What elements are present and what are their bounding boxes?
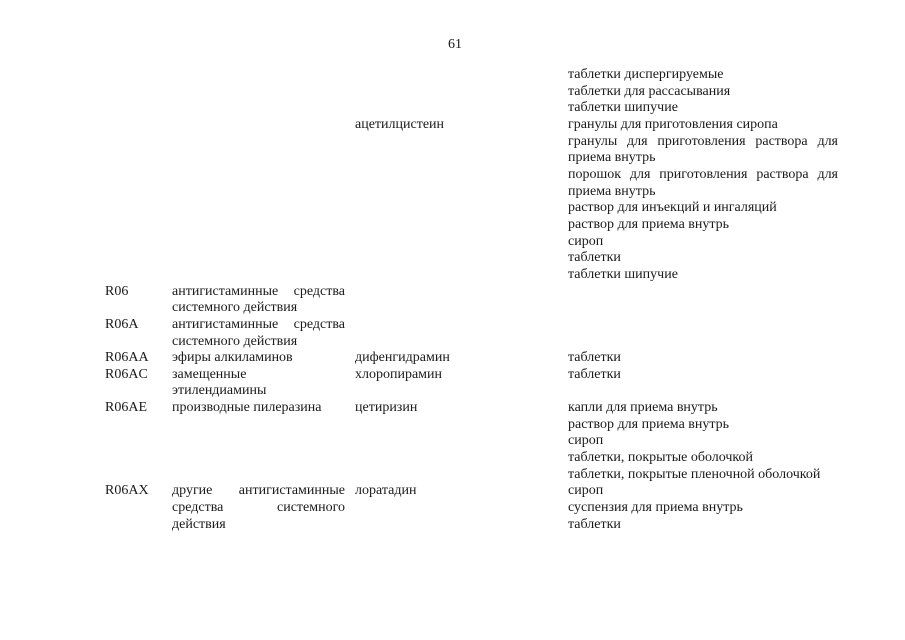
dosage-form <box>568 67 838 84</box>
page-number: 61 <box>448 37 462 52</box>
dosage-form-line: таблетки, покрытые пленочной оболочкой <box>568 466 821 482</box>
dosage-form <box>568 117 838 134</box>
dosage-form-line: таблетки для рассасывания <box>568 83 731 99</box>
atc-code: R06 <box>105 283 129 299</box>
group-name-line: средства системного <box>172 500 345 516</box>
atc-code-cell <box>105 367 172 384</box>
group-name-line: замещенные <box>172 366 247 382</box>
atc-code-cell <box>105 350 172 367</box>
dosage-form <box>568 450 838 467</box>
drug-name: хлоропирамин <box>355 366 443 382</box>
dosage-forms-cell <box>568 350 838 367</box>
dosage-forms-cell <box>568 483 838 533</box>
dosage-forms-cell <box>568 400 838 483</box>
group-name-cell <box>172 317 345 350</box>
dosage-form-line: гранулы для приготовления сиропа <box>568 116 778 132</box>
group-name-line: другие антигистаминные <box>172 483 345 499</box>
dosage-form-line: раствор для инъекций и ингаляций <box>568 200 777 216</box>
drug-name: ацетилцистеин <box>355 117 445 132</box>
dosage-form-line: таблетки, покрытые оболочкой <box>568 450 754 466</box>
dosage-forms-cell <box>568 367 838 384</box>
table-row-r06a <box>105 317 838 350</box>
table-row-r06ac <box>105 367 838 400</box>
atc-code: R06AX <box>105 483 149 499</box>
dosage-form-line: сироп <box>568 433 604 449</box>
dosage-form <box>568 433 838 450</box>
dosage-form <box>568 517 838 534</box>
group-name-line: действия <box>172 516 226 532</box>
dosage-form-line: сироп <box>568 483 604 499</box>
atc-code-cell <box>105 483 172 500</box>
group-name-line: этилендиамины <box>172 383 267 399</box>
atc-code: R06A <box>105 316 139 332</box>
table-row-r06ae <box>105 400 838 483</box>
group-name-cell <box>172 350 345 367</box>
dosage-form-line: таблетки <box>568 366 621 382</box>
dosage-form <box>568 234 838 251</box>
group-name-line: системного действия <box>172 300 298 316</box>
dosage-form-line: капли для приема внутрь <box>568 400 718 416</box>
dosage-forms-cell <box>568 67 838 284</box>
dosage-form-line: таблетки шипучие <box>568 266 678 282</box>
group-name-line: системного действия <box>172 333 298 349</box>
dosage-form <box>568 483 838 500</box>
group-name-cell <box>172 400 345 417</box>
drug-name-cell <box>355 483 568 500</box>
dosage-form-line: приема внутрь <box>568 183 656 199</box>
dosage-form <box>568 84 838 101</box>
dosage-form-line: порошок для приготовления раствора для <box>568 166 838 182</box>
dosage-form <box>568 250 838 267</box>
dosage-form-line: раствор для приема внутрь <box>568 216 730 232</box>
drug-name: дифенгидрамин <box>355 350 450 366</box>
dosage-form <box>568 167 838 200</box>
dosage-form-line: таблетки диспергируемые <box>568 67 724 82</box>
atc-code: R06AC <box>105 366 148 382</box>
dosage-form-line: гранулы для приготовления раствора для <box>568 133 838 149</box>
dosage-form <box>568 400 838 417</box>
table-row-r06ax <box>105 483 838 533</box>
atc-code-cell <box>105 400 172 417</box>
drug-name: цетиризин <box>355 400 418 416</box>
dosage-form <box>568 350 838 367</box>
atc-code: R06AA <box>105 350 149 366</box>
dosage-form-line: таблетки шипучие <box>568 100 678 116</box>
group-name-line: производные пилеразина <box>172 400 322 416</box>
dosage-form <box>568 217 838 234</box>
group-name-cell <box>172 483 345 533</box>
drug-name-cell <box>355 67 568 134</box>
dosage-form <box>568 200 838 217</box>
group-name-line: антигистаминные средства <box>172 316 345 332</box>
dosage-form-line: сироп <box>568 233 604 249</box>
dosage-form-line: таблетки <box>568 516 621 532</box>
dosage-form <box>568 134 838 167</box>
dosage-form <box>568 500 838 517</box>
atc-code-cell <box>105 284 172 301</box>
dosage-form-line: таблетки <box>568 350 621 366</box>
dosage-form <box>568 417 838 434</box>
atc-code: R06AE <box>105 400 147 416</box>
dosage-form-line: таблетки <box>568 250 621 266</box>
group-name-cell <box>172 367 345 400</box>
drug-table <box>105 67 838 533</box>
group-name-line: антигистаминные средства <box>172 283 345 299</box>
drug-name-cell <box>355 400 568 417</box>
dosage-form <box>568 467 838 484</box>
table-row-r06aa <box>105 350 838 367</box>
group-name-cell <box>172 284 345 317</box>
group-name-line: эфиры алкиламинов <box>172 350 293 366</box>
dosage-form <box>568 367 838 384</box>
drug-name-cell <box>355 367 568 384</box>
dosage-form-line: раствор для приема внутрь <box>568 416 730 432</box>
drug-name-cell <box>355 350 568 367</box>
drug-name: лоратадин <box>355 483 417 499</box>
atc-code-cell <box>105 317 172 334</box>
dosage-form-line: суспензия для приема внутрь <box>568 500 743 516</box>
dosage-form-line: приема внутрь <box>568 150 656 166</box>
table-row-acetylcysteine <box>105 67 838 284</box>
dosage-form <box>568 267 838 284</box>
table-row-r06 <box>105 284 838 317</box>
dosage-form <box>568 100 838 117</box>
